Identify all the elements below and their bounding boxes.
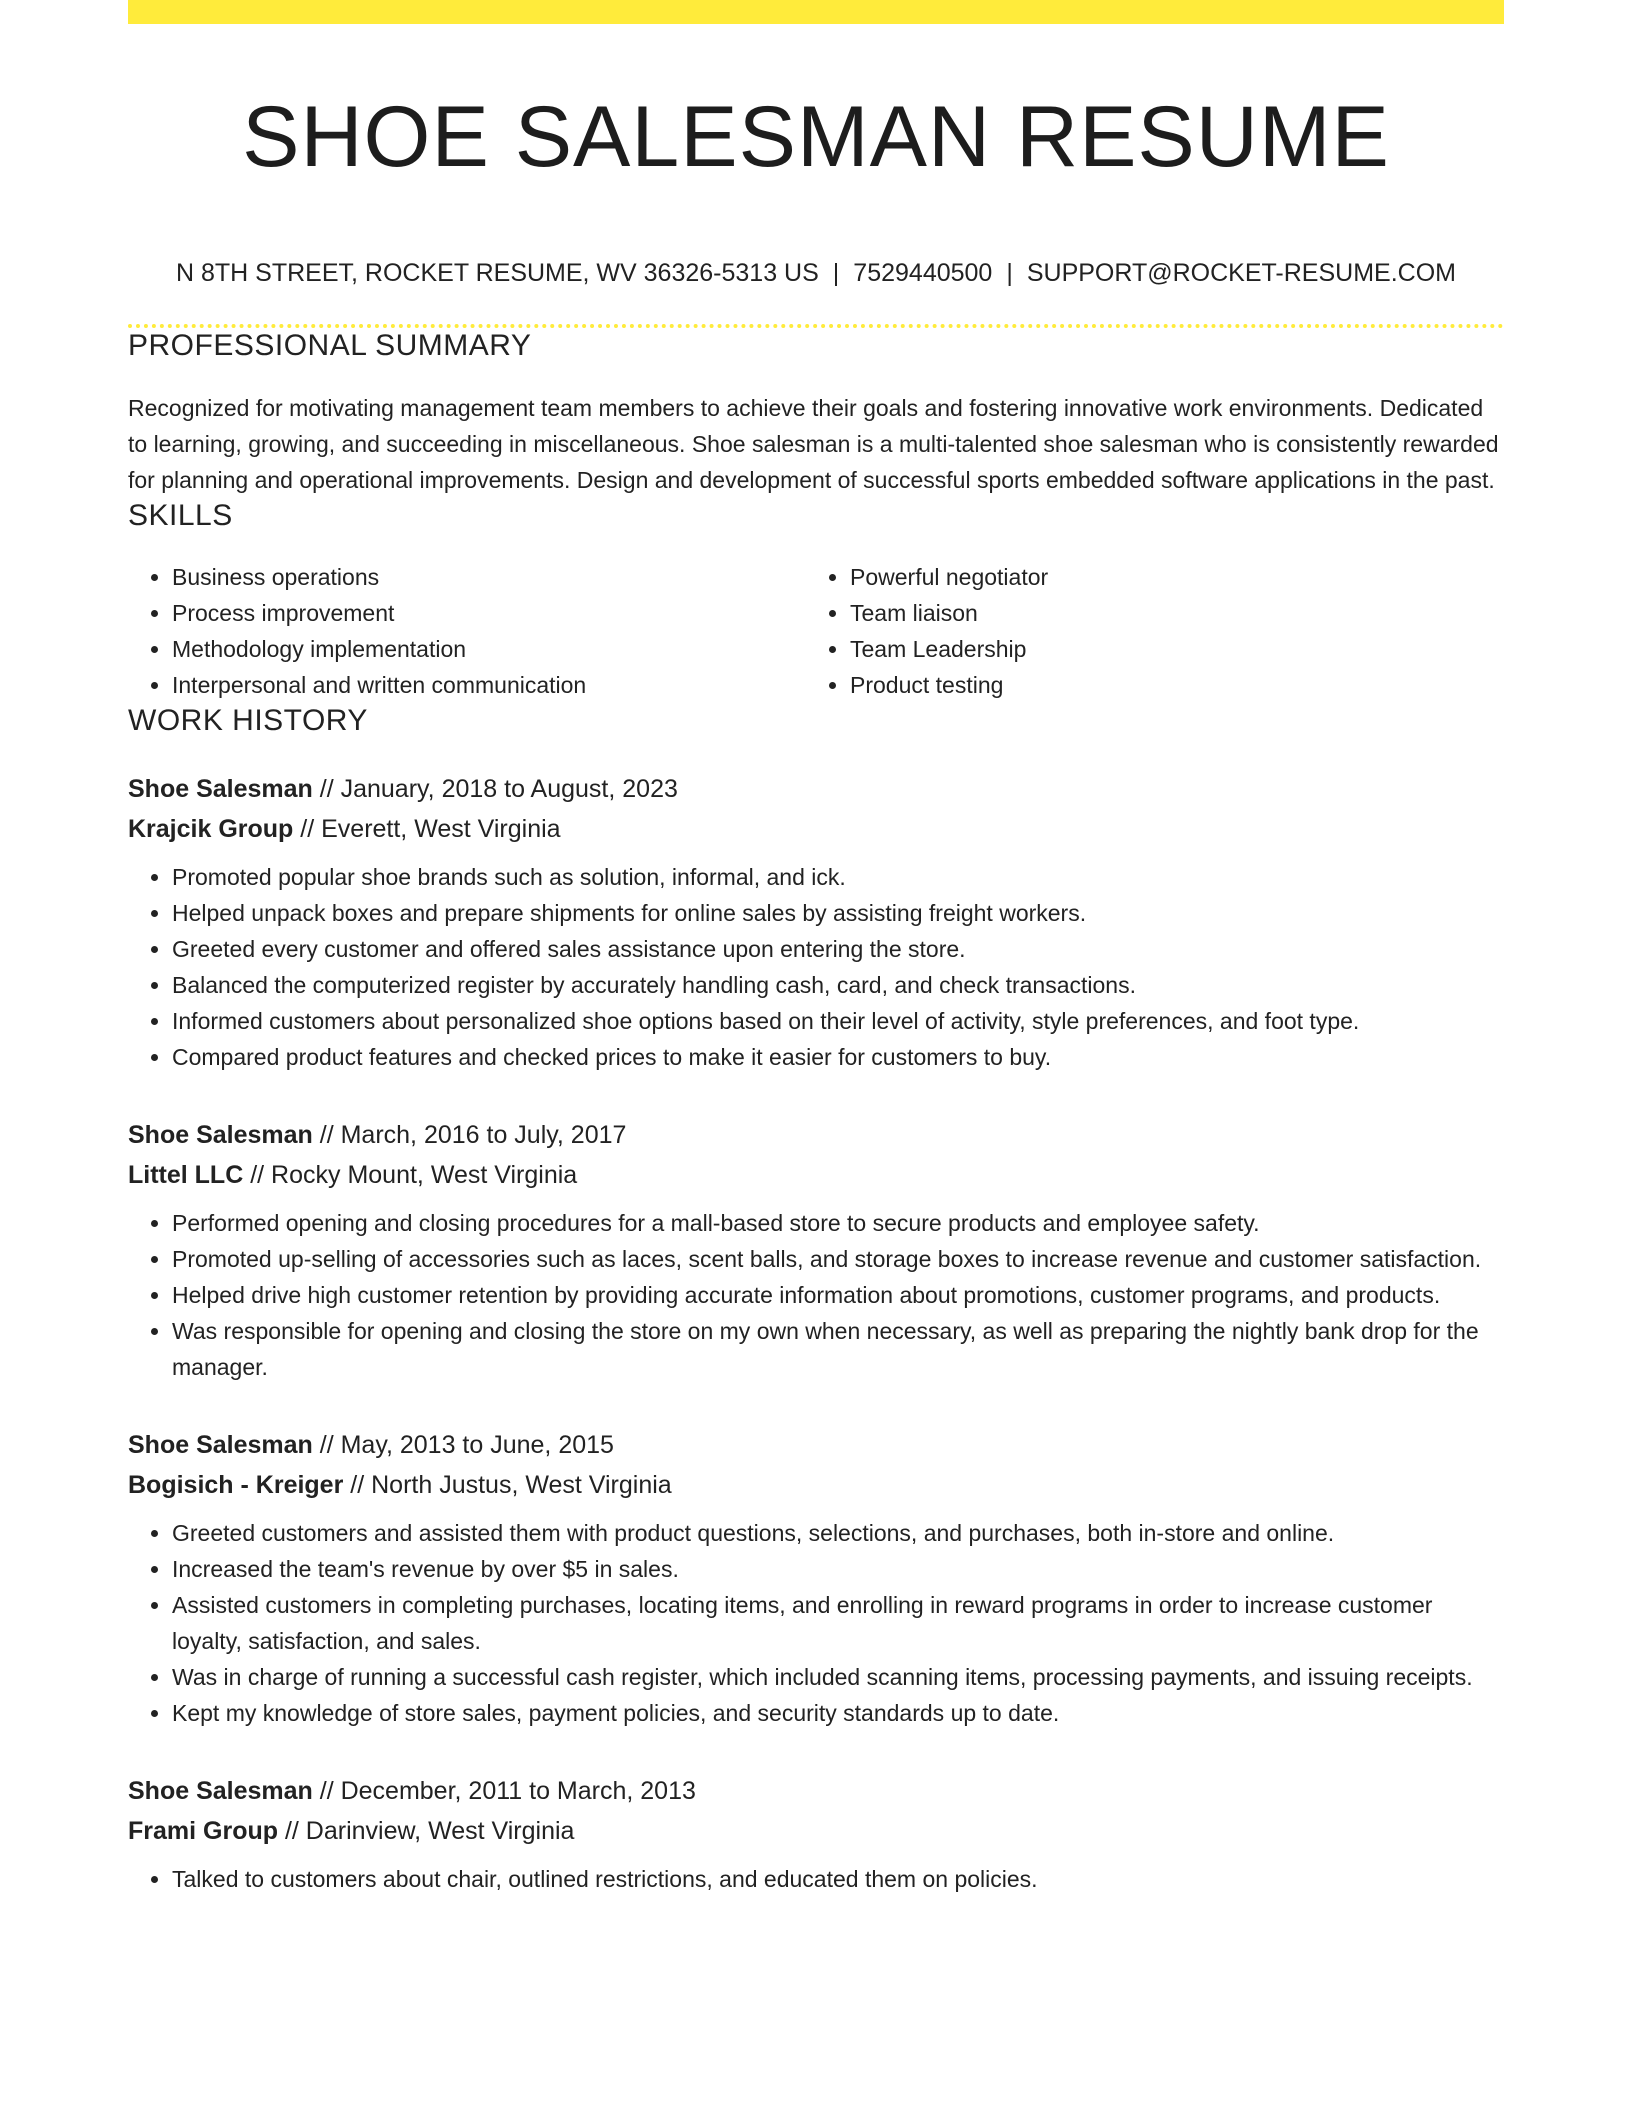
summary-text: Recognized for motivating management team members to achieve their goals and fostering innovative work environments. Dedicated to learning, growing, and succeeding in miscellaneous. Shoe salesman is a multi-talented shoe salesman who is consistently rewarded for planning and operational improvements. Design and development of successful sports embedded software applications in the past.	[128, 395, 1499, 493]
accent-bar	[128, 0, 1504, 24]
job-location: // Rocky Mount, West Virginia	[243, 1161, 578, 1189]
job-company: Littel LLC	[128, 1161, 244, 1189]
job-company: Bogisich - Kreiger	[128, 1471, 344, 1499]
skills-column-left	[128, 559, 806, 703]
job-company: Krajcik Group	[128, 815, 294, 843]
job-entry	[128, 769, 1504, 1075]
job-bullet: • Kept my knowledge of store sales, payment policies, and security standards up to date.	[172, 1695, 1504, 1731]
skill-item: • Process improvement	[172, 595, 806, 631]
job-company-line	[128, 809, 1504, 849]
skill-item: • Business operations	[172, 559, 806, 595]
job-role: Shoe Salesman	[128, 1431, 313, 1459]
resume-title: SHOE SALESMAN RESUME	[242, 89, 1390, 185]
skill-item: • Methodology implementation	[172, 631, 806, 667]
skill-item: • Interpersonal and written communication	[172, 667, 806, 703]
contact-separator: |	[832, 259, 840, 287]
contact-separator: |	[1006, 259, 1013, 287]
job-role: Shoe Salesman	[128, 1121, 313, 1149]
job-entry	[128, 1771, 1504, 1897]
job-bullet: • Increased the team's revenue by over $5 in sales.	[172, 1551, 1504, 1587]
job-bullets	[128, 859, 1504, 1075]
job-role: Shoe Salesman	[128, 775, 313, 803]
job-company-line	[128, 1465, 1504, 1505]
job-role: Shoe Salesman	[128, 1777, 313, 1805]
job-bullet: • Assisted customers in completing purchases, locating items, and enrolling in reward programs in order to increase customer loyalty, satisfaction, and sales.	[172, 1587, 1504, 1659]
address: N 8TH STREET, ROCKET RESUME, WV 36326-5313 US	[176, 259, 819, 287]
skills-heading: SKILLS	[128, 499, 233, 532]
job-company-line	[128, 1811, 1504, 1851]
job-company: Frami Group	[128, 1817, 279, 1845]
job-bullet: • Helped drive high customer retention by providing accurate information about promotions, customer programs, and products.	[172, 1277, 1504, 1313]
skill-item: • Product testing	[850, 667, 1484, 703]
job-location: // Everett, West Virginia	[293, 815, 561, 843]
summary-heading: PROFESSIONAL SUMMARY	[128, 329, 532, 362]
job-dates: // May, 2013 to June, 2015	[312, 1431, 614, 1459]
job-bullet: • Greeted every customer and offered sales assistance upon entering the store.	[172, 931, 1504, 967]
job-bullet: • Promoted up-selling of accessories such as laces, scent balls, and storage boxes to increase revenue and customer satisfaction.	[172, 1241, 1504, 1277]
skills-column-right	[806, 559, 1484, 703]
job-entry	[128, 1425, 1504, 1731]
job-role-line	[128, 1115, 1504, 1155]
phone: 7529440500	[853, 259, 993, 287]
resume-page	[128, 0, 1504, 1897]
email: SUPPORT@ROCKET-RESUME.COM	[1026, 259, 1456, 287]
job-dates: // December, 2011 to March, 2013	[312, 1777, 696, 1805]
job-dates: // January, 2018 to August, 2023	[312, 775, 678, 803]
job-role-line	[128, 1425, 1504, 1465]
job-bullet: • Was responsible for opening and closing the store on my own when necessary, as well as preparing the nightly bank drop for the manager.	[172, 1313, 1504, 1385]
job-bullet: • Balanced the computerized register by accurately handling cash, card, and check transactions.	[172, 967, 1504, 1003]
job-bullet: • Greeted customers and assisted them with product questions, selections, and purchases, both in-store and online.	[172, 1515, 1504, 1551]
job-role-line	[128, 1771, 1504, 1811]
job-bullets	[128, 1205, 1504, 1385]
job-entry	[128, 1115, 1504, 1385]
job-bullet: • Was in charge of running a successful cash register, which included scanning items, processing payments, and issuing receipts.	[172, 1659, 1504, 1695]
job-dates: // March, 2016 to July, 2017	[312, 1121, 627, 1149]
job-bullets	[128, 1861, 1504, 1897]
job-bullet: • Compared product features and checked prices to make it easier for customers to buy.	[172, 1039, 1504, 1075]
job-role-line	[128, 769, 1504, 809]
job-bullet: • Informed customers about personalized shoe options based on their level of activity, style preferences, and foot type.	[172, 1003, 1504, 1039]
job-bullet: • Talked to customers about chair, outlined restrictions, and educated them on policies.	[172, 1861, 1504, 1897]
work-history-heading: WORK HISTORY	[128, 704, 368, 737]
contact-line	[128, 258, 1504, 288]
job-location: // Darinview, West Virginia	[278, 1817, 575, 1845]
skill-item: • Team Leadership	[850, 631, 1484, 667]
job-bullet: • Promoted popular shoe brands such as solution, informal, and ick.	[172, 859, 1504, 895]
job-company-line	[128, 1155, 1504, 1195]
job-bullets	[128, 1515, 1504, 1731]
skills-list	[128, 559, 1504, 703]
skill-item: • Powerful negotiator	[850, 559, 1484, 595]
job-bullet: • Performed opening and closing procedures for a mall-based store to secure products and employee safety.	[172, 1205, 1504, 1241]
job-bullet: • Helped unpack boxes and prepare shipments for online sales by assisting freight workers.	[172, 895, 1504, 931]
skill-item: • Team liaison	[850, 595, 1484, 631]
job-location: // North Justus, West Virginia	[343, 1471, 672, 1499]
